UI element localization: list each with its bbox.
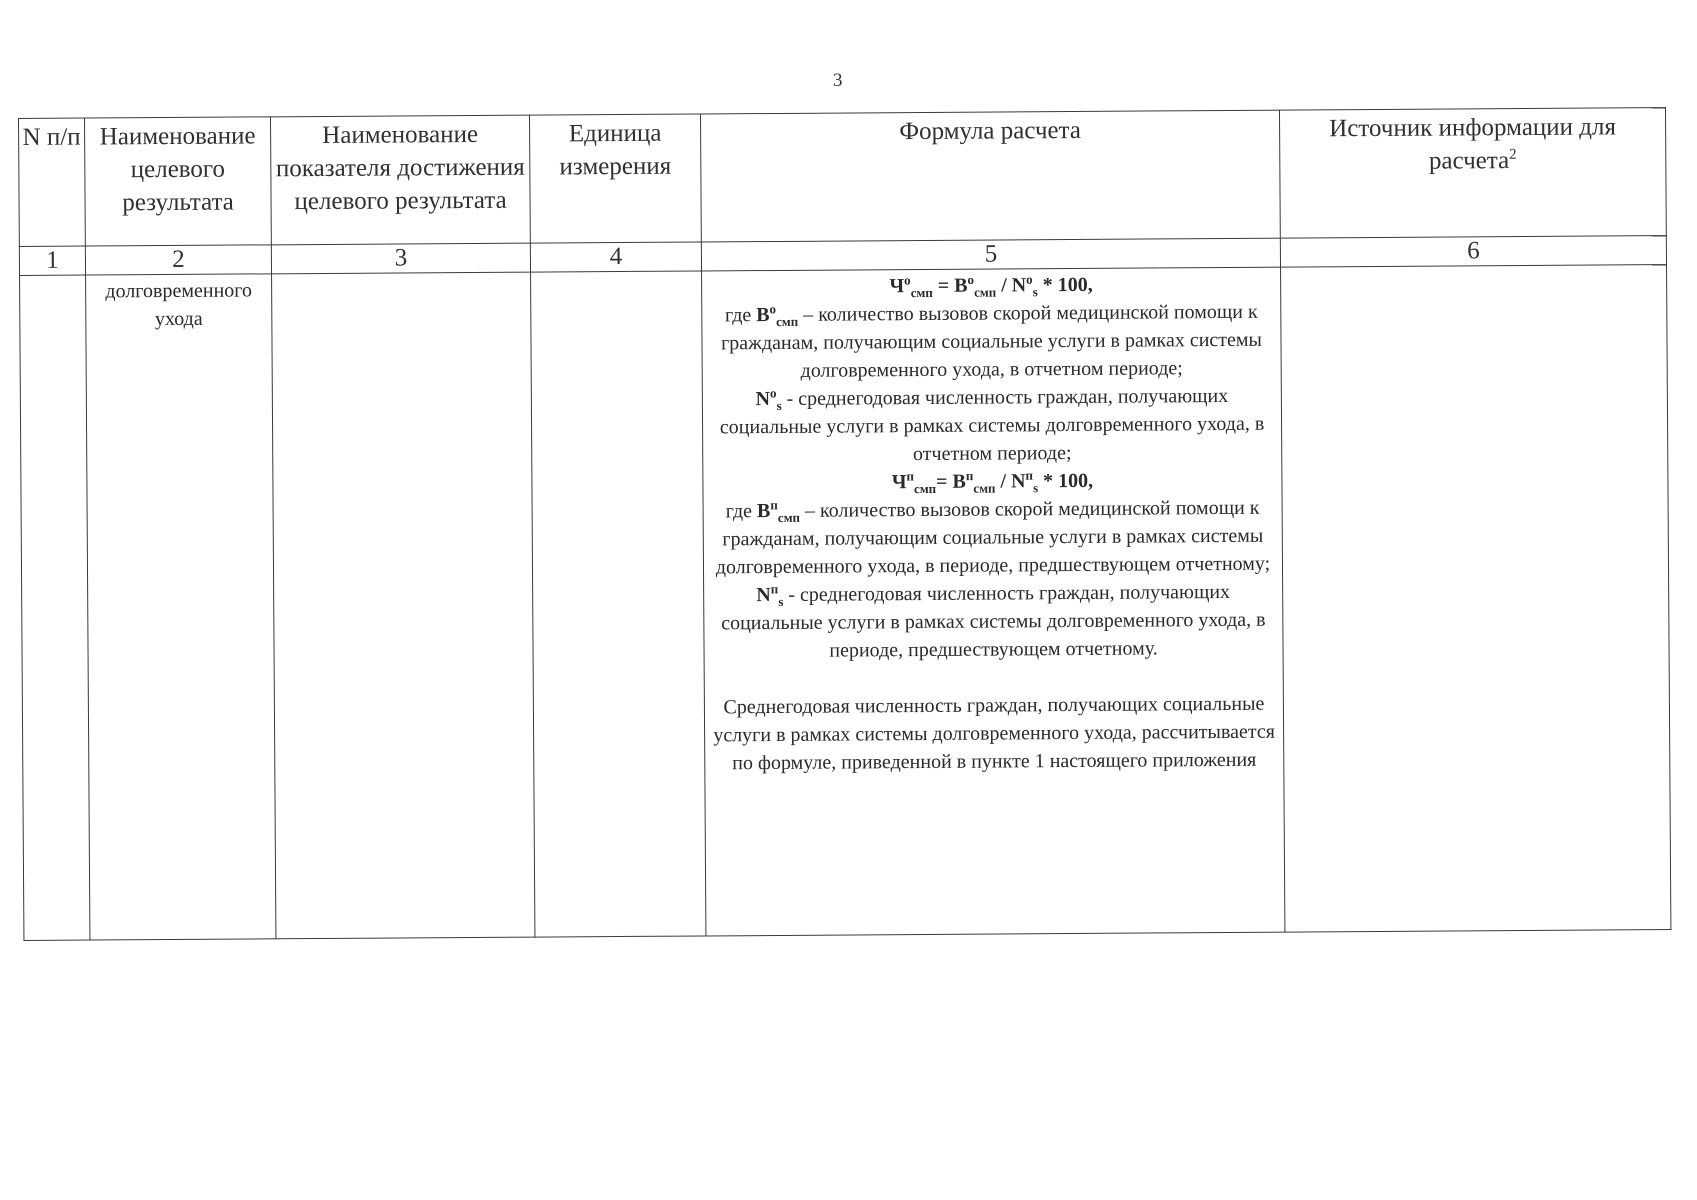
table-header-row	[19, 108, 1667, 247]
cell-source	[1281, 265, 1671, 933]
header-source-text: Источник информации для расчета	[1329, 113, 1617, 175]
column-number-5: 5	[701, 238, 1280, 271]
header-unit: Единица измерения	[529, 114, 701, 243]
formula-current-period: $Ч^о_{смп} = В^о_{смп} / N^о_s * 100$,	[889, 271, 1093, 301]
header-number: N п/п	[19, 118, 86, 246]
header-formula: Формула расчета	[700, 110, 1280, 242]
column-number-6: 6	[1280, 236, 1666, 268]
cell-indicator-name	[272, 272, 535, 939]
cell-number	[20, 275, 90, 940]
paragraph-gap	[708, 662, 1280, 694]
cell-unit	[531, 271, 706, 937]
header-target-result: Наименование целевого результата	[85, 117, 272, 246]
formula-previous-period: $Ч^п_{смп}= В^п_{смп} / N^п_s * 100$,	[891, 467, 1094, 497]
definition-population-previous: $N^п_s$ - среднегодовая численность граждан, получающих социальные услуги в рамках системы долговременного ухода, в периоде, предшествующем отчетному.	[721, 580, 1266, 662]
column-number-1: 1	[19, 246, 85, 275]
definition-population-current: $N^о_s$ - среднегодовая численность граждан, получающих социальные услуги в рамках системы долговременного ухода, в отчетном периоде;	[719, 384, 1265, 466]
cell-target-result: долговременного ухода	[86, 274, 276, 940]
page-number: 3	[833, 70, 843, 91]
column-number-3: 3	[271, 243, 530, 274]
header-source	[1279, 108, 1666, 239]
cell-formula	[702, 267, 1285, 936]
column-number-2: 2	[85, 245, 271, 275]
footnote-mark: 2	[1509, 146, 1517, 163]
definition-calls-current: где $В^о_{смп}$ – количество вызовов скорой медицинской помощи к гражданам, получающим социальные услуги в рамках системы долговременного ухода, в отчетном периоде;	[720, 300, 1263, 382]
definition-calls-previous: где $В^п_{смп}$ – количество вызовов скорой медицинской помощи к гражданам, получающим социальные услуги в рамках системы долговременного ухода, в периоде, предшествующем отчетному;	[715, 496, 1271, 579]
header-indicator-name: Наименование показателя достижения целевого результата	[270, 115, 530, 245]
column-number-4: 4	[530, 242, 701, 272]
note-average-population: Среднегодовая численность граждан, получающих социальные услуги в рамках системы долговременного ухода, рассчитывается по формуле, приведенной в пункте 1 настоящего приложения	[713, 692, 1275, 775]
indicator-table	[18, 107, 1671, 941]
table-row	[20, 265, 1671, 941]
